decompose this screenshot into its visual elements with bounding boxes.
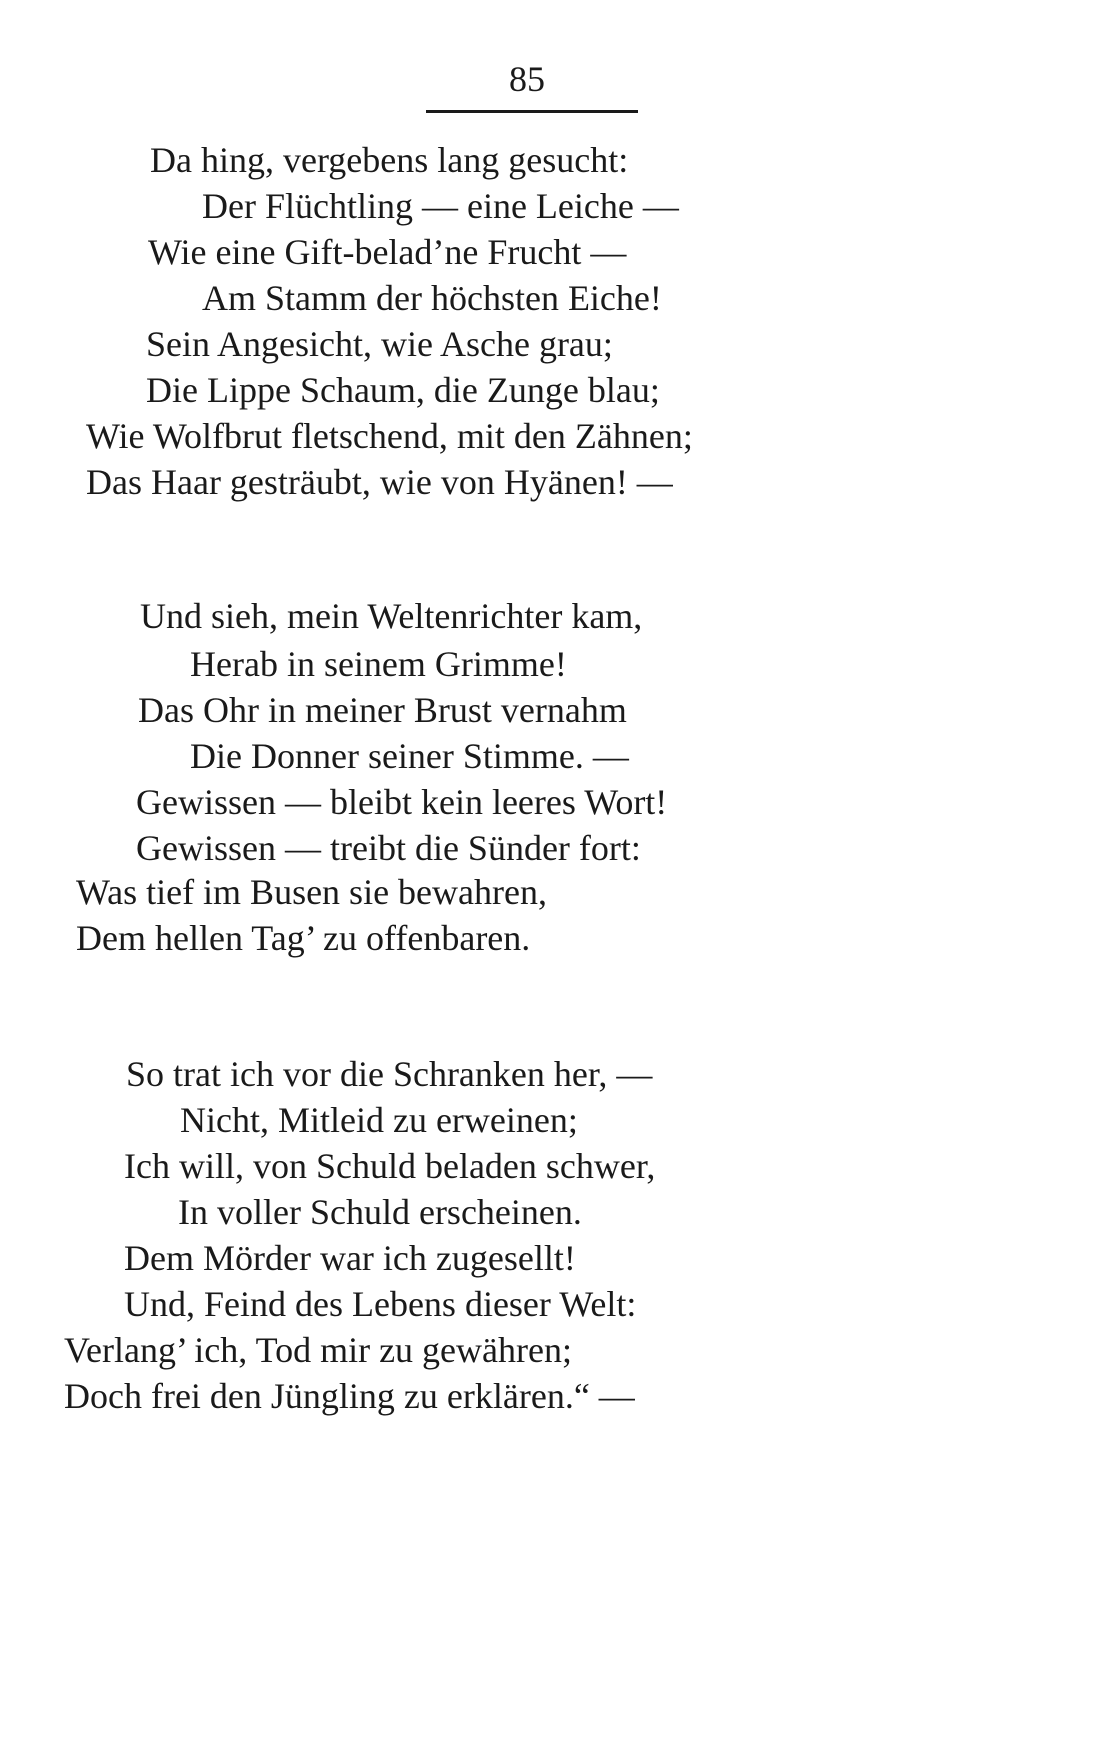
verse-line: Die Donner seiner Stimme. — <box>190 736 629 776</box>
verse-line: Der Flüchtling — eine Leiche — <box>202 186 679 226</box>
verse-line: Und sieh, mein Weltenrichter kam, <box>140 596 643 636</box>
verse-line: Das Haar gesträubt, wie von Hyänen! — <box>86 462 673 502</box>
verse-line: Sein Angesicht, wie Asche grau; <box>146 324 613 364</box>
verse-line: Wie Wolfbrut fletschend, mit den Zähnen; <box>86 416 693 456</box>
verse-line: Herab in seinem Grimme! <box>190 644 567 684</box>
verse-line: So trat ich vor die Schranken her, — <box>126 1054 653 1094</box>
verse-line: Da hing, vergebens lang gesucht: <box>150 140 629 180</box>
verse-line: Gewissen — treibt die Sünder fort: <box>136 828 641 868</box>
verse-line: In voller Schuld erscheinen. <box>178 1192 582 1232</box>
page-number: 85 <box>509 59 545 99</box>
verse-line: Und, Feind des Lebens dieser Welt: <box>124 1284 637 1324</box>
verse-line: Dem Mörder war ich zugesellt! <box>124 1238 576 1278</box>
verse-line: Was tief im Busen sie bewahren, <box>76 872 547 912</box>
verse-line: Gewissen — bleibt kein leeres Wort! <box>136 782 668 822</box>
verse-line: Doch frei den Jüngling zu erklären.“ — <box>64 1376 635 1416</box>
verse-line: Ich will, von Schuld beladen schwer, <box>124 1146 656 1186</box>
verse-line: Die Lippe Schaum, die Zunge blau; <box>146 370 660 410</box>
verse-line: Nicht, Mitleid zu erweinen; <box>180 1100 578 1140</box>
verse-line: Verlang’ ich, Tod mir zu gewähren; <box>64 1330 572 1370</box>
verse-line: Das Ohr in meiner Brust vernahm <box>138 690 627 730</box>
page-number-rule <box>426 110 638 113</box>
verse-line: Wie eine Gift-belad’ne Frucht — <box>148 232 627 272</box>
verse-line: Am Stamm der höchsten Eiche! <box>202 278 662 318</box>
verse-line: Dem hellen Tag’ zu offenbaren. <box>76 918 531 958</box>
